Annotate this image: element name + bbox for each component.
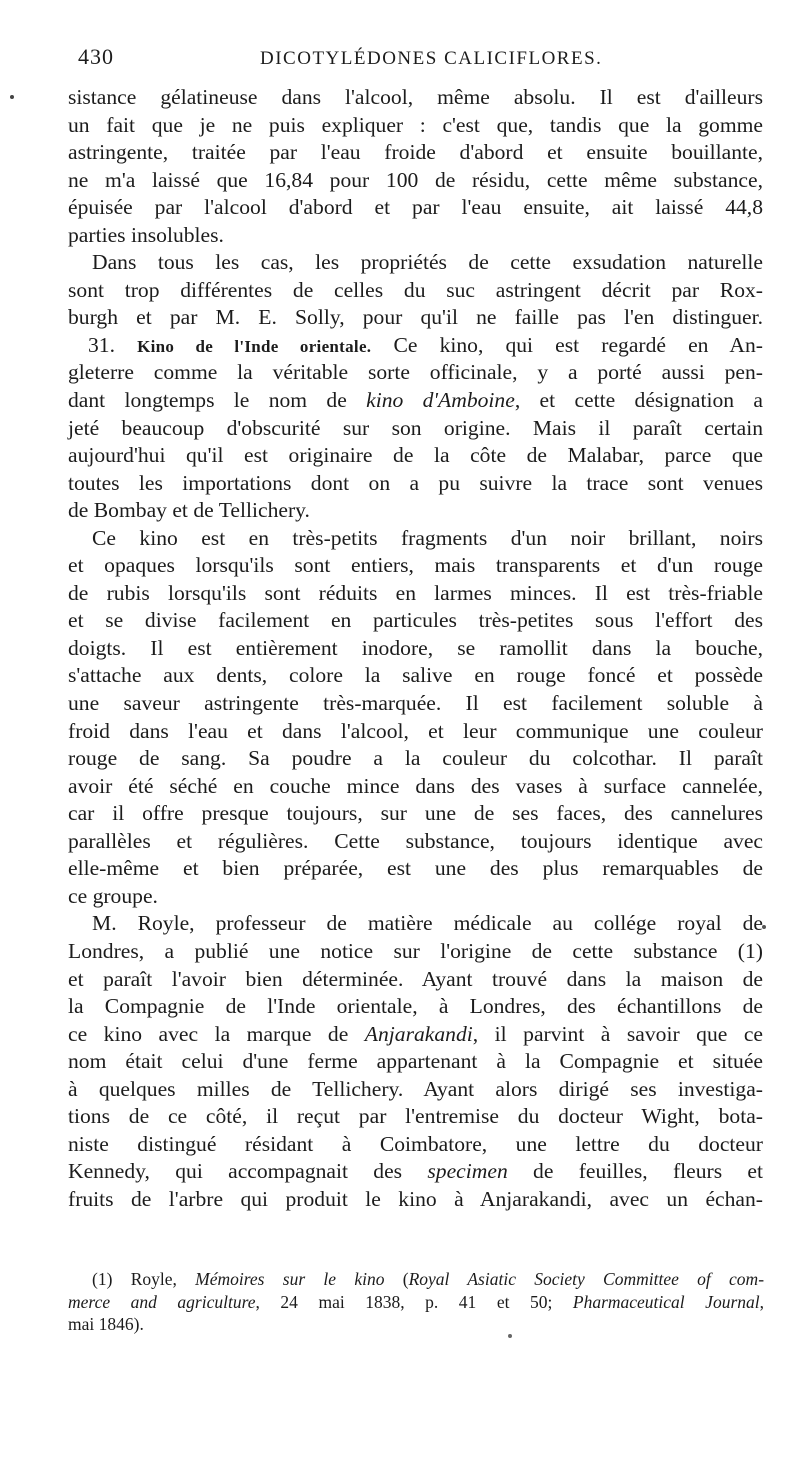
text-line: gleterre comme la véritable sorte officinale, y a porté aussi pen- (68, 360, 763, 385)
text-line: tions de ce côté, il reçut par l'entremise du docteur Wight, bota- (68, 1104, 763, 1129)
text-line: épuisée par l'alcool d'abord et par l'eau ensuite, ait laissé 44,8 (68, 195, 763, 220)
text-line: aujourd'hui qu'il est originaire de la côte de Malabar, parce que (68, 443, 763, 468)
text-line: ce groupe. (68, 883, 158, 908)
section-heading: Kino de l'Inde orientale. (137, 336, 372, 356)
text-line: un fait que je ne puis expliquer : c'est que, tandis que la gomme (68, 112, 763, 137)
section-heading-line (68, 332, 763, 360)
text-run: Ce kino, qui est regardé en An- (393, 332, 763, 357)
footnote-marker: (1) (92, 1269, 113, 1289)
text-line: Ce kino est en très-petits fragments d'un noir brillant, noirs (92, 525, 763, 550)
text-line: parties insolubles. (68, 222, 224, 247)
text-line (68, 387, 763, 415)
body-text (68, 84, 763, 1213)
footnote-date: , 24 mai 1838, p. 41 et 50; (255, 1291, 553, 1312)
text-line: toutes les importations dont on a pu suivre la trace sont venues (68, 470, 763, 495)
footnote-title: Mémoires sur le kino (195, 1269, 385, 1289)
text-line: et opaques lorsqu'ils sont entiers, mais transparents et d'un rouge (68, 553, 763, 578)
footnote-line (68, 1268, 764, 1291)
text-line: froid dans l'eau et dans l'alcool, et leur communique une couleur (68, 718, 763, 743)
text-line: elle-même et bien préparée, est une des plus remarquables de (68, 856, 763, 881)
running-title: DICOTYLÉDONES CALICIFLORES. (260, 48, 603, 69)
text-line (68, 1021, 763, 1049)
text-line: de rubis lorsqu'ils sont réduits en larmes minces. Il est très-friable (68, 580, 763, 605)
text-run: , et cette désignation a (514, 388, 763, 413)
page-number: 430 (78, 44, 114, 69)
text-line: car il offre presque toujours, sur une de ses faces, des cannelures (68, 801, 763, 826)
text-line: burgh et par M. E. Solly, pour qu'il ne faille pas l'en distinguer. (68, 305, 763, 330)
section-number: 31. (88, 332, 115, 357)
footnote (68, 1268, 764, 1336)
footnote-line: mai 1846). (68, 1314, 144, 1334)
text-line: la Compagnie de l'Inde orientale, à Londres, des échantillons de (68, 994, 763, 1019)
text-run: Kennedy, qui accompagnait des (68, 1159, 403, 1184)
margin-speck (10, 95, 14, 99)
text-line (68, 1158, 763, 1186)
text-line: et paraît l'avoir bien déterminée. Ayant trouvé dans la maison de (68, 966, 763, 991)
text-run: de feuilles, fleurs et (533, 1159, 763, 1184)
text-run: dant longtemps le nom de (68, 388, 347, 413)
text-line: sont trop différentes de celles du suc astringent décrit par Rox- (68, 277, 763, 302)
text-line: astringente, traitée par l'eau froide d'abord et ensuite bouillante, (68, 140, 763, 165)
text-line: Dans tous les cas, les propriétés de cette exsudation naturelle (92, 250, 763, 275)
text-line: fruits de l'arbre qui produit le kino à Anjarakandi, avec un échan- (68, 1186, 763, 1211)
footnote-line: merce and agriculture, 24 mai 1838, p. 41 et 50; Pharmaceutical Journal, (68, 1291, 764, 1312)
text-line: de Bombay et de Tellichery. (68, 498, 310, 523)
italic-term: specimen (427, 1159, 508, 1184)
text-line: avoir été séché en couche mince dans des vases à surface cannelée, (68, 773, 763, 798)
italic-term: kino d'Amboine (366, 388, 515, 413)
text-line: Londres, a publié une notice sur l'origine de cette substance (1) (68, 938, 763, 963)
footnote-paren: ( (402, 1269, 409, 1289)
text-line: une saveur astringente très-marquée. Il est facilement soluble à (68, 691, 763, 716)
text-line: ne m'a laissé que 16,84 pour 100 de résidu, cette même substance, (68, 167, 763, 192)
text-line: rouge de sang. Sa poudre a la couleur du colcothar. Il paraît (68, 746, 763, 771)
text-line: jeté beaucoup d'obscurité sur son origine. Mais il paraît certain (68, 415, 763, 440)
text-line: nom était celui d'une ferme appartenant à la Compagnie et située (68, 1049, 763, 1074)
page-header (78, 44, 768, 80)
footnote-journal-cont: merce and agriculture (68, 1291, 256, 1312)
text-line: parallèles et régulières. Cette substance, toujours identique avec (68, 828, 763, 853)
text-line: sistance gélatineuse dans l'alcool, même absolu. Il est d'ailleurs (68, 85, 763, 109)
footnote-journal: Royal Asiatic Society Committee of com- (408, 1269, 765, 1289)
text-line: et se divise facilement en particules très-petites sous l'effort des (68, 608, 763, 633)
text-line: niste distingué résidant à Coimbatore, une lettre du docteur (68, 1131, 763, 1156)
footnote-author: Royle, (130, 1269, 177, 1289)
text-run: , il parvint à savoir que ce (472, 1021, 763, 1046)
text-line: à quelques milles de Tellichery. Ayant alors dirigé ses investiga- (68, 1076, 763, 1101)
italic-term: Anjarakandi (364, 1021, 473, 1046)
footnote-pharm-journal: Pharmaceutical Journal (572, 1291, 760, 1312)
text-run: ce kino avec la marque de (68, 1021, 349, 1046)
text-line: M. Royle, professeur de matière médicale au collége royal de (92, 911, 763, 936)
text-line: s'attache aux dents, colore la salive en rouge foncé et possède (68, 663, 763, 688)
text-line: doigts. Il est entièrement inodore, se ramollit dans la bouche, (68, 635, 763, 660)
